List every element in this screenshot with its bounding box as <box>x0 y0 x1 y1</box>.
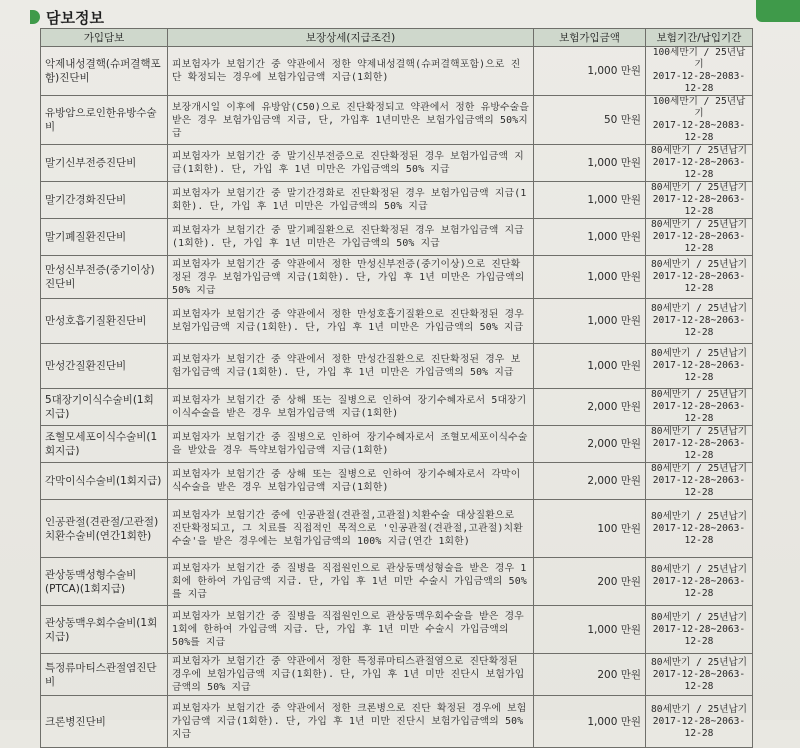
coverage-name-cell: 말기폐질환진단비 <box>41 219 168 256</box>
insured-amount-cell: 2,000 만원 <box>534 389 646 426</box>
coverage-name-cell: 관상동맥우회수술비(1회지급) <box>41 606 168 654</box>
coverage-detail-cell: 피보험자가 보험기간 중 약관에서 정한 특정류마티스관절염으로 진단확정된 경우에 보험가입금액 지급(1회한). 단, 가입 후 1년 미만 진단시 보험가입금액의 50% 지급 <box>168 654 534 696</box>
term-label: 80세만기 / 25년납기 <box>650 463 748 474</box>
term-dates: 2017-12-28~2083-12-28 <box>652 120 746 143</box>
coverage-detail-cell: 피보험자가 보험기간 중 상해 또는 질병으로 인하여 장기수혜자로서 5대장기이식수술을 받은 경우 보험가입금액 지급(1회한) <box>168 389 534 426</box>
coverage-name-cell: 만성신부전증(중기이상)진단비 <box>41 256 168 299</box>
coverage-name-cell: 인공관절(견관절/고관절)치환수술비(연간1회한) <box>41 500 168 558</box>
term-dates: 2017-12-28~2063-12-28 <box>652 715 746 739</box>
insured-amount-cell: 200 만원 <box>534 558 646 606</box>
coverage-name-cell: 유방암으로인한유방수술비 <box>41 96 168 145</box>
coverage-name-cell: 말기신부전증진단비 <box>41 145 168 182</box>
table-row <box>41 96 753 145</box>
term-cell <box>646 145 753 182</box>
insured-amount-cell: 2,000 만원 <box>534 463 646 500</box>
coverage-name-cell: 만성간질환진단비 <box>41 344 168 389</box>
term-cell <box>646 47 753 96</box>
insured-amount-cell: 1,000 만원 <box>534 696 646 748</box>
term-cell <box>646 463 753 500</box>
term-cell <box>646 426 753 463</box>
term-dates: 2017-12-28~2083-12-28 <box>652 71 746 94</box>
insured-amount-cell: 1,000 만원 <box>534 47 646 96</box>
table-row <box>41 463 753 500</box>
coverage-name-cell: 각막이식수술비(1회지급) <box>41 463 168 500</box>
term-label: 80세만기 / 25년납기 <box>650 656 748 668</box>
term-cell <box>646 344 753 389</box>
coverage-detail-cell: 보장개시일 이후에 유방암(C50)으로 진단확정되고 약관에서 정한 유방수술을 받은 경우 보험가입금액 지급, 단, 가입후 1년미만은 보험가입금액의 50%지급 <box>168 96 534 145</box>
term-dates: 2017-12-28~2063-12-28 <box>652 231 746 254</box>
insured-amount-cell: 1,000 만원 <box>534 145 646 182</box>
term-label: 80세만기 / 25년납기 <box>650 426 748 437</box>
coverage-name-cell: 만성호흡기질환진단비 <box>41 299 168 344</box>
term-cell <box>646 654 753 696</box>
table-row <box>41 500 753 558</box>
table-row <box>41 182 753 219</box>
header-term: 보험기간/납입기간 <box>646 29 753 47</box>
header-coverage-detail: 보장상세(지급조건) <box>168 29 534 47</box>
insured-amount-cell: 100 만원 <box>534 500 646 558</box>
table-row <box>41 256 753 299</box>
insured-amount-cell: 1,000 만원 <box>534 606 646 654</box>
term-cell <box>646 256 753 299</box>
coverage-detail-cell: 피보험자가 보험기간 중 말기신부전증으로 진단확정된 경우 보험가입금액 지급(1회한). 단, 가입 후 1년 미만은 가입금액의 50% 지급 <box>168 145 534 182</box>
coverage-detail-cell: 피보험자가 보험기간 중 말기폐질환으로 진단확정된 경우 보험가입금액 지급(1회한). 단, 가입 후 1년 미만은 가입금액의 50% 지급 <box>168 219 534 256</box>
insured-amount-cell: 2,000 만원 <box>534 426 646 463</box>
coverage-detail-cell: 피보험자가 보험기간 중에 인공관절(견관절,고관절)치환수술 대상질환으로 진단확정되고, 그 치료를 직접적인 목적으로 '인공관절(견관절,고관절)치환수술'을 받은 경우에는 보험가입금액의 100% 지급(연간 1회한) <box>168 500 534 558</box>
table-row <box>41 426 753 463</box>
section-header <box>30 6 104 28</box>
term-label: 80세만기 / 25년납기 <box>650 348 748 359</box>
header-insured-amount: 보험가입금액 <box>534 29 646 47</box>
coverage-detail-cell: 피보험자가 보험기간 중 질병으로 인하여 장기수혜자로서 조혈모세포이식수술을 받았을 경우 특약보험가입금액 지급(1회한) <box>168 426 534 463</box>
page-tab-marker <box>756 0 800 22</box>
coverage-name-cell: 말기간경화진단비 <box>41 182 168 219</box>
term-label: 100세만기 / 25년납기 <box>652 96 746 119</box>
term-label: 80세만기 / 25년납기 <box>650 219 748 230</box>
coverage-detail-cell: 피보험자가 보험기간 중 질병을 직접원인으로 관상동맥성형술을 받은 경우 1회에 한하여 가입금액 지급. 단, 가입 후 1년 미만 수술시 가입금액의 50%를 지급 <box>168 558 534 606</box>
term-label: 80세만기 / 25년납기 <box>650 510 748 522</box>
insured-amount-cell: 200 만원 <box>534 654 646 696</box>
term-label: 80세만기 / 25년납기 <box>650 182 748 193</box>
term-cell <box>646 500 753 558</box>
section-title: 담보정보 <box>46 8 104 27</box>
coverage-detail-cell: 피보험자가 보험기간 중 질병을 직접원인으로 관상동맥우회수술을 받은 경우 1회에 한하여 가입금액 지급. 단, 가입 후 1년 미만 수술시 가입금액의 50%를 지급 <box>168 606 534 654</box>
table-row <box>41 654 753 696</box>
term-label: 80세만기 / 25년납기 <box>650 563 748 575</box>
coverage-detail-cell: 피보험자가 보험기간 중 약관에서 정한 약제내성결핵(슈퍼결핵포함)으로 진단 확정되는 경우에 보험가입금액 지급(1회한) <box>168 47 534 96</box>
coverage-detail-cell: 피보험자가 보험기간 중 약관에서 정한 만성간질환으로 진단확정된 경우 보험가입금액 지급(1회한). 단, 가입 후 1년 미만은 가입금액의 50% 지급 <box>168 344 534 389</box>
term-cell <box>646 299 753 344</box>
term-dates: 2017-12-28~2063-12-28 <box>652 271 746 294</box>
section-marker-icon <box>30 10 40 24</box>
insured-amount-cell: 1,000 만원 <box>534 299 646 344</box>
table-row <box>41 219 753 256</box>
coverage-detail-cell: 피보험자가 보험기간 중 약관에서 정한 크론병으로 진단 확정된 경우에 보험가입금액 지급(1회한). 단, 가입 후 1년 미만 진단시 보험가입금액의 50% 지급 <box>168 696 534 748</box>
table-row <box>41 558 753 606</box>
term-label: 80세만기 / 25년납기 <box>650 303 748 314</box>
term-label: 80세만기 / 25년납기 <box>650 259 748 270</box>
term-label: 100세만기 / 25년납기 <box>652 47 746 70</box>
table-row <box>41 606 753 654</box>
coverage-name-cell: 조혈모세포이식수술비(1회지급) <box>41 426 168 463</box>
insured-amount-cell: 1,000 만원 <box>534 219 646 256</box>
insured-amount-cell: 1,000 만원 <box>534 344 646 389</box>
insured-amount-cell: 1,000 만원 <box>534 256 646 299</box>
term-label: 80세만기 / 25년납기 <box>650 145 748 156</box>
term-dates: 2017-12-28~2063-12-28 <box>652 194 746 217</box>
term-cell <box>646 606 753 654</box>
term-cell <box>646 96 753 145</box>
table-row <box>41 389 753 426</box>
insured-amount-cell: 50 만원 <box>534 96 646 145</box>
term-dates: 2017-12-28~2063-12-28 <box>652 438 746 461</box>
term-dates: 2017-12-28~2063-12-28 <box>652 522 746 546</box>
term-dates: 2017-12-28~2063-12-28 <box>652 315 746 338</box>
term-cell <box>646 182 753 219</box>
coverage-detail-cell: 피보험자가 보험기간 중 약관에서 정한 만성신부전증(중기이상)으로 진단확정된 경우 보험가입금액 지급(1회한). 단, 가입 후 1년 미만은 가입금액의 50% 지급 <box>168 256 534 299</box>
coverage-name-cell: 악제내성결핵(슈퍼결핵포함)진단비 <box>41 47 168 96</box>
coverage-table <box>40 28 753 748</box>
term-label: 80세만기 / 25년납기 <box>650 389 748 400</box>
coverage-detail-cell: 피보험자가 보험기간 중 말기간경화로 진단확정된 경우 보험가입금액 지급(1회한). 단, 가입 후 1년 미만은 가입금액의 50% 지급 <box>168 182 534 219</box>
term-cell <box>646 558 753 606</box>
term-cell <box>646 219 753 256</box>
coverage-detail-cell: 피보험자가 보험기간 중 상해 또는 질병으로 인하여 장기수혜자로서 각막이식수술을 받은 경우 보험가입금액 지급(1회한) <box>168 463 534 500</box>
table-row <box>41 344 753 389</box>
term-dates: 2017-12-28~2063-12-28 <box>652 401 746 424</box>
term-dates: 2017-12-28~2063-12-28 <box>652 668 746 692</box>
insured-amount-cell: 1,000 만원 <box>534 182 646 219</box>
term-dates: 2017-12-28~2063-12-28 <box>652 475 746 498</box>
coverage-name-cell: 크론병진단비 <box>41 696 168 748</box>
coverage-name-cell: 특정류마티스관절염진단비 <box>41 654 168 696</box>
term-cell <box>646 696 753 748</box>
term-dates: 2017-12-28~2063-12-28 <box>652 360 746 383</box>
table-row <box>41 696 753 748</box>
header-coverage-name: 가입담보 <box>41 29 168 47</box>
table-row <box>41 299 753 344</box>
table-row <box>41 47 753 96</box>
coverage-name-cell: 5대장기이식수술비(1회지급) <box>41 389 168 426</box>
table-header-row <box>41 29 753 47</box>
term-dates: 2017-12-28~2063-12-28 <box>652 157 746 180</box>
table-row <box>41 145 753 182</box>
term-cell <box>646 389 753 426</box>
term-label: 80세만기 / 25년납기 <box>650 611 748 623</box>
term-dates: 2017-12-28~2063-12-28 <box>652 575 746 599</box>
term-label: 80세만기 / 25년납기 <box>650 703 748 715</box>
coverage-detail-cell: 피보험자가 보험기간 중 약관에서 정한 만성호흡기질환으로 진단확정된 경우 보험가입금액 지급(1회한). 단, 가입 후 1년 미만은 가입금액의 50% 지급 <box>168 299 534 344</box>
term-dates: 2017-12-28~2063-12-28 <box>652 623 746 647</box>
coverage-name-cell: 관상동맥성형수술비(PTCA)(1회지급) <box>41 558 168 606</box>
